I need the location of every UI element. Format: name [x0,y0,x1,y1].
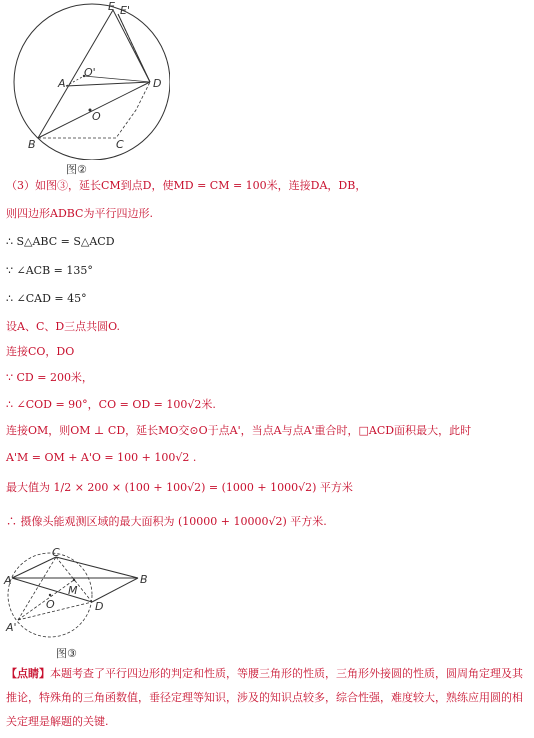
label-A: A [58,77,66,90]
solution-line-8: ∵ CD = 200米， [6,371,93,384]
solution-line-13: ∴ 摄像头能观测区域的最大面积为 (10000 + 10000√2) 平方米. [6,515,327,528]
label-C: C [116,138,124,151]
label-D: D [153,77,162,90]
solution-line-2: 则四边形ADBC为平行四边形. [6,207,153,220]
solution-line-9: ∴ ∠COD = 90°，CO = OD = 100√2米. [6,398,216,411]
label-E-prime: E' [120,4,130,17]
fig3-label-O: O [46,598,55,611]
label-O-prime: O' [84,66,96,79]
figure-3-diagram [0,540,160,650]
solution-line-6: 设A、C、D三点共圆O. [6,320,121,333]
solution-line-3: ∴ S△ABC = S△ACD [6,235,115,248]
solution-line-4: ∵ ∠ACB = 135° [6,264,93,277]
figure-2-diagram [0,0,170,160]
solution-line-11: A'M = OM + A'O = 100 + 100√2 . [6,451,197,464]
note-tag: 【点睛】 [6,667,50,680]
solution-line-7: 连接CO，DO [6,345,75,358]
fig3-label-A-prime: A' [6,621,17,634]
solution-line-5: ∴ ∠CAD = 45° [6,292,87,305]
label-B: B [28,138,36,151]
figure-2-caption: 图② [66,163,87,176]
figure-3-caption: 图③ [56,647,77,660]
fig3-label-D: D [95,600,104,613]
note-paragraph [6,662,524,734]
fig3-label-C: C [52,546,60,559]
note-text: 本题考查了平行四边形的判定和性质，等腰三角形的性质，三角形外接圆的性质，圆周角定理及其推论，特殊角的三角函数值，垂径定理等知识，涉及的知识点较多，综合性强，难度较大，熟练应用圆的相关定理是解题的关键. [6,667,523,728]
solution-line-1: （3）如图③，延长CM到点D，使MD = CM = 100米，连接DA，DB， [6,179,367,192]
solution-line-10: 连接OM，则OM ⊥ CD，延长MO交⊙O于点A'，当点A与点A'重合时，□ACD面积最大，此时 [6,424,472,437]
fig3-label-M: M [68,584,78,597]
fig3-label-B: B [140,573,148,586]
label-E: E [108,0,115,13]
solution-line-12: 最大值为 1/2 × 200 × (100 + 100√2) = (1000 + 1000√2) 平方米 [6,481,353,494]
fig3-label-A: A [4,574,12,587]
label-O: O [92,110,101,123]
